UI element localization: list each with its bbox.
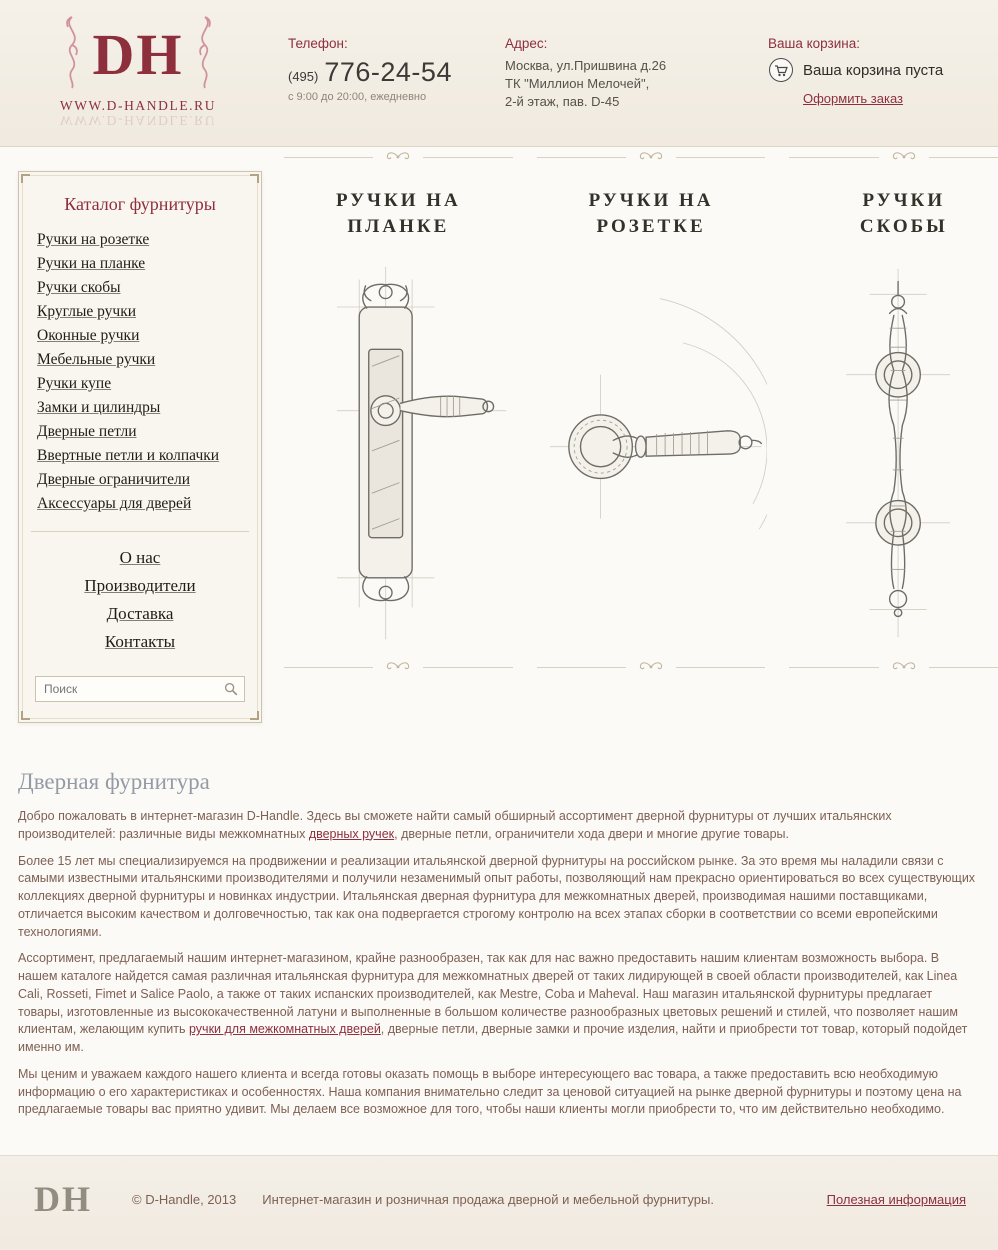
ornament-icon bbox=[626, 151, 676, 163]
sidebar-item-door-accessories[interactable]: Аксессуары для дверей bbox=[37, 495, 192, 512]
useful-info-link[interactable]: Полезная информация bbox=[826, 1191, 966, 1207]
intro-p3-text-after: , дверные петли, дверные замки и прочие изделия, найти и приобрести тот товар, который подойдет именно им. bbox=[18, 1022, 968, 1054]
ornament-icon bbox=[626, 661, 676, 673]
intro-p3-text: Ассортимент, предлагаемый нашим интернет-магазином, крайне разнообразен, так как для нас важно предоставить нашим клиентам возможность выбора. В нашем каталоге найдется самая различная итальянская фурнитура для межкомнатных дверей от таких лидирующей в своей области производителей, как Linea Cali, Rosseti, Fimet и Salice Paolo, а также от таких испанских производителей, как Mestre, Coba и Maheval. Наш магазин итальянской фурнитуры предлагает товары, изготовленные из высококачественной латуни и выполненные в большом количестве разнообразных цветовых решений и стилей, что позволяет нашим клиентам, желающим купить bbox=[18, 951, 958, 1037]
category-image-plate[interactable] bbox=[282, 239, 515, 667]
footer-logo: DH bbox=[34, 1179, 92, 1219]
category-image-rosette[interactable] bbox=[535, 239, 768, 667]
header-cart-block bbox=[768, 36, 943, 108]
sidebar-item-round-handles[interactable]: Круглые ручки bbox=[37, 303, 137, 320]
ornamental-rule bbox=[284, 667, 513, 668]
ornament-icon bbox=[373, 661, 423, 673]
address-line-2: ТК "Миллион Мелочей", bbox=[505, 76, 650, 92]
corner-ornament-icon bbox=[21, 711, 30, 720]
logo-monogram: DH bbox=[92, 21, 184, 87]
site-footer bbox=[0, 1155, 998, 1250]
ornament-icon bbox=[373, 151, 423, 163]
phone-number: 776-24-54 bbox=[324, 57, 452, 87]
sidebar-item-locks-cylinders[interactable]: Замки и цилиндры bbox=[37, 399, 161, 416]
cart-label: Ваша корзина: bbox=[768, 36, 860, 51]
catalog-box bbox=[18, 171, 262, 723]
intro-paragraph-4: Мы ценим и уважаем каждого нашего клиента и всегда готовы оказать помощь в выборе интересующего вас товара, а также предоставить всю необходимую информацию о его характеристиках и особенностях. Наша компания внимательно следит за ценовой ситуацией на рынке дверной фурнитуры и поэтому цена на предлагаемые товары вас приятно удивит. Мы делаем все возможное для того, чтобы наши клиенты могли приобрести то, что им действительно необходимо. bbox=[18, 1066, 962, 1117]
sidebar-item-door-hinges[interactable]: Дверные петли bbox=[37, 423, 137, 440]
ornament-icon bbox=[879, 661, 929, 673]
cart-status: Ваша корзина пуста bbox=[803, 61, 944, 79]
sidebar-link-about[interactable]: О нас bbox=[119, 548, 161, 567]
address-line-1: Москва, ул.Пришвина д.26 bbox=[505, 58, 667, 73]
catalog-menu bbox=[35, 228, 245, 516]
sidebar-link-manufacturers[interactable]: Производители bbox=[84, 576, 196, 595]
intro-paragraph-3 bbox=[18, 950, 980, 1057]
intro-p1-text-after: , дверные петли, ограничители хода двери и многие другие товары. bbox=[394, 826, 789, 841]
logo-domain: WWW.D-HANDLE.RU bbox=[59, 98, 217, 113]
logo-domain-reflection: WWW.D-HANDLE.RU bbox=[59, 113, 217, 128]
footer-description: Интернет-магазин и розничная продажа дверной и мебельной фурнитуры. bbox=[262, 1191, 714, 1207]
pull-handle-sketch bbox=[787, 252, 998, 654]
flourish-left-icon bbox=[59, 14, 85, 95]
category-column-plate bbox=[282, 157, 515, 668]
page-title: Дверная фурнитура bbox=[18, 769, 210, 794]
ornamental-rule bbox=[284, 157, 513, 158]
site-logo[interactable] bbox=[22, 14, 254, 128]
phone-hours: с 9:00 до 20:00, ежедневно bbox=[288, 91, 427, 103]
category-title-rosette[interactable]: РУЧКИ НА РОЗЕТКЕ bbox=[588, 190, 714, 237]
sidebar bbox=[18, 157, 262, 723]
sidebar-item-door-stoppers[interactable]: Дверные ограничители bbox=[37, 471, 190, 488]
sidebar-item-window-handles[interactable]: Оконные ручки bbox=[37, 327, 140, 344]
sidebar-item-furniture-handles[interactable]: Мебельные ручки bbox=[37, 351, 156, 368]
main-content bbox=[0, 147, 998, 1119]
catalog-title: Каталог фурнитуры bbox=[64, 194, 216, 214]
search-box bbox=[35, 676, 245, 702]
ornamental-rule bbox=[537, 667, 766, 668]
door-handles-link[interactable]: дверных ручек bbox=[308, 826, 395, 841]
address-line-3: 2-й этаж, пав. D-45 bbox=[505, 94, 620, 110]
sidebar-divider bbox=[31, 531, 249, 532]
sidebar-item-screw-hinges[interactable]: Ввертные петли и колпачки bbox=[37, 447, 220, 464]
search-input[interactable] bbox=[35, 676, 245, 702]
sidebar-item-handles-on-rosette[interactable]: Ручки на розетке bbox=[37, 231, 150, 248]
flourish-right-icon bbox=[192, 14, 218, 95]
rosette-handle-sketch bbox=[535, 252, 768, 654]
corner-ornament-icon bbox=[250, 711, 259, 720]
plate-handle-sketch bbox=[282, 252, 515, 654]
sidebar-link-contacts[interactable]: Контакты bbox=[104, 632, 176, 651]
category-title-plate[interactable]: РУЧКИ НА ПЛАНКЕ bbox=[335, 190, 461, 237]
corner-ornament-icon bbox=[21, 174, 30, 183]
intro-section bbox=[18, 769, 980, 1119]
address-label: Адрес: bbox=[505, 36, 548, 51]
sidebar-item-sliding-handles[interactable]: Ручки купе bbox=[37, 375, 112, 392]
corner-ornament-icon bbox=[250, 174, 259, 183]
category-image-pull[interactable] bbox=[787, 239, 998, 667]
ornament-icon bbox=[879, 151, 929, 163]
cart-icon[interactable] bbox=[768, 57, 794, 83]
header-phone-block bbox=[288, 36, 452, 103]
search-icon[interactable] bbox=[224, 682, 238, 696]
category-column-pull bbox=[787, 157, 998, 668]
intro-p1-text: Добро пожаловать в интернет-магазин D-Handle. Здесь вы сможете найти самый обширный ассортимент дверной фурнитуры от лучших итальянских производителей: различные виды межкомнатных bbox=[18, 809, 892, 841]
phone-label: Телефон: bbox=[288, 36, 348, 51]
sidebar-item-handles-on-plate[interactable]: Ручки на планке bbox=[37, 255, 146, 272]
category-column-rosette bbox=[535, 157, 768, 668]
sidebar-link-delivery[interactable]: Доставка bbox=[106, 604, 174, 623]
sidebar-links bbox=[35, 544, 245, 656]
ornamental-rule bbox=[537, 157, 766, 158]
category-title-pull[interactable]: РУЧКИ СКОБЫ bbox=[859, 190, 948, 237]
sidebar-item-pull-handles[interactable]: Ручки скобы bbox=[37, 279, 121, 296]
intro-paragraph-2: Более 15 лет мы специализируемся на продвижении и реализации итальянской дверной фурнитуры на российском рынке. За это время мы наладили связи с самыми известными итальянскими производителями и получили незаменимый опыт работы, позволяющий нам прекрасно ориентироваться во всех существующих коллекциях дверной фурнитуры и новинках индустрии. Итальянская дверная фурнитура для межкомнатных дверей, производимая нашими поставщиками, отличается высоким качеством и долговечностью, так как она подвергается строгому контролю на всех этапах сборки в соответствии со всеми европейскими технологиями. bbox=[18, 853, 976, 939]
intro-paragraph-1 bbox=[18, 808, 980, 844]
checkout-link[interactable]: Оформить заказ bbox=[803, 91, 904, 106]
ornamental-rule bbox=[789, 667, 998, 668]
header-address-block bbox=[505, 36, 666, 112]
ornamental-rule bbox=[789, 157, 998, 158]
phone-area-code: (495) bbox=[288, 69, 319, 84]
site-header bbox=[0, 0, 998, 147]
interior-door-handles-link[interactable]: ручки для межкомнатных дверей bbox=[189, 1022, 381, 1037]
footer-copyright: © D-Handle, 2013 bbox=[132, 1191, 237, 1207]
